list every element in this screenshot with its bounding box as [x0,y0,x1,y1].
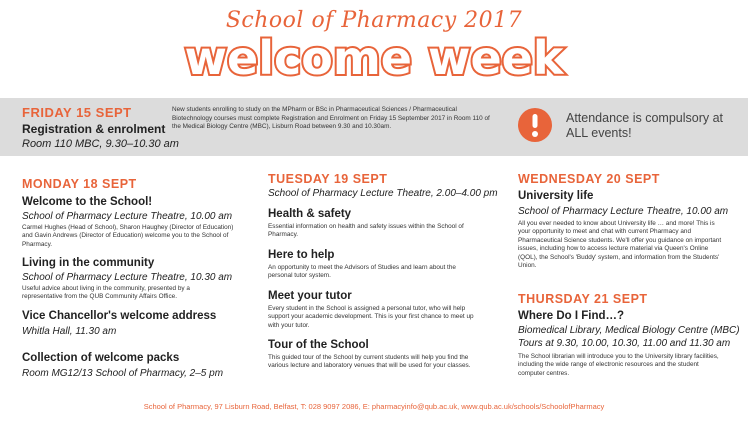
thursday-heading: THURSDAY 21 SEPT [518,292,648,306]
thursday-event-location: Biomedical Library, Medical Biology Centre (MBC) [518,325,740,336]
tuesday-heading: TUESDAY 19 SEPT [268,172,388,186]
tuesday-event-title: Health & safety [268,208,352,220]
tuesday-event-title: Tour of the School [268,339,369,351]
page-title [184,31,564,86]
wednesday-event-location: School of Pharmacy Lecture Theatre, 10.00 am [518,206,729,217]
tuesday-event-description: Essential information on health and safety issues within the School of Pharmacy. [268,223,464,239]
monday-event-title: Living in the community [22,257,155,269]
friday-heading: FRIDAY 15 SEPT [22,105,132,120]
monday-event-description: Useful advice about living in the community, presented by a representative from the QUB Community Affairs Office. [22,285,190,301]
friday-event-time: Room 110 MBC, 9.30–10.30 am [22,138,179,150]
monday-event-title: Vice Chancellor's welcome address [22,310,217,322]
page-subtitle: School of Pharmacy 2017 [225,8,523,33]
thursday-event-description: The School librarian will introduce you to the University library facilities, including the wide range of electronic resources and the student computer centres. [518,353,719,377]
tuesday-event-description: Every student in the School is assigned a personal tutor, who will help support your academic development. This is your first chance to meet up with your tutor. [268,305,474,329]
wednesday-heading: WEDNESDAY 20 SEPT [518,172,660,186]
monday-event-location: Whitla Hall, 11.30 am [22,326,117,337]
friday-description: New students enrolling to study on the MPharm or BSc in Pharmaceutical Sciences / Pharmaceutical Biotechnology courses must complete Registration and Enrolment on Friday 15 September 2017 in Room 110 of the Medical Biology Centre (MBC), Lisburn Road between 9.30 and 10.30am. [172,106,490,131]
attendance-notice: Attendance is compulsory at ALL events! [566,111,724,140]
monday-heading: MONDAY 18 SEPT [22,177,137,191]
footer-contact: School of Pharmacy, 97 Lisburn Road, Belfast, T: 028 9097 2086, E: pharmacyinfo@qub.ac.uk, www.qub.ac.uk/schools/SchoolofPharmacy [143,402,605,411]
monday-event-title: Welcome to the School! [22,196,153,208]
tuesday-event-title: Here to help [268,249,335,261]
monday-event-title: Collection of welcome packs [22,352,180,364]
thursday-event-title: Where Do I Find…? [518,310,625,322]
wednesday-event-description: All you ever needed to know about University life … and more! This is your opportunity to meet and chat with current Pharmacy and Pharmaceutical Science students. We'll offer you guidance on important issues, including how to access lecture material via Queen's Online (QOL), the School's 'Buddy' system, and information from the Students' Union. [518,220,722,270]
tuesday-location: School of Pharmacy Lecture Theatre, 2.00–4.00 pm [268,188,498,199]
wednesday-event-title: University life [518,190,594,202]
monday-event-location: School of Pharmacy Lecture Theatre, 10.00 am [22,211,233,222]
monday-event-description: Carmel Hughes (Head of School), Sharon Haughey (Director of Education) and Gavin Andrews (Director of Education) welcome you to the School of Pharmacy. [22,224,234,248]
monday-event-location: Room MG12/13 School of Pharmacy, 2–5 pm [22,368,224,379]
monday-event-location: School of Pharmacy Lecture Theatre, 10.30 am [22,272,233,283]
thursday-event-times: Tours at 9.30, 10.00, 10.30, 11.00 and 11.30 am [518,338,731,349]
tuesday-event-title: Meet your tutor [268,290,352,302]
tuesday-event-description: An opportunity to meet the Advisors of Studies and learn about the personal tutor system. [268,264,456,280]
exclamation-icon [518,108,552,142]
friday-event-title: Registration & enrolment [22,122,166,136]
tuesday-event-description: This guided tour of the School by current students will help you find the various lecture and laboratory venues that will be used for your classes. [268,354,471,370]
welcome-week-title: welcome week [184,31,564,85]
